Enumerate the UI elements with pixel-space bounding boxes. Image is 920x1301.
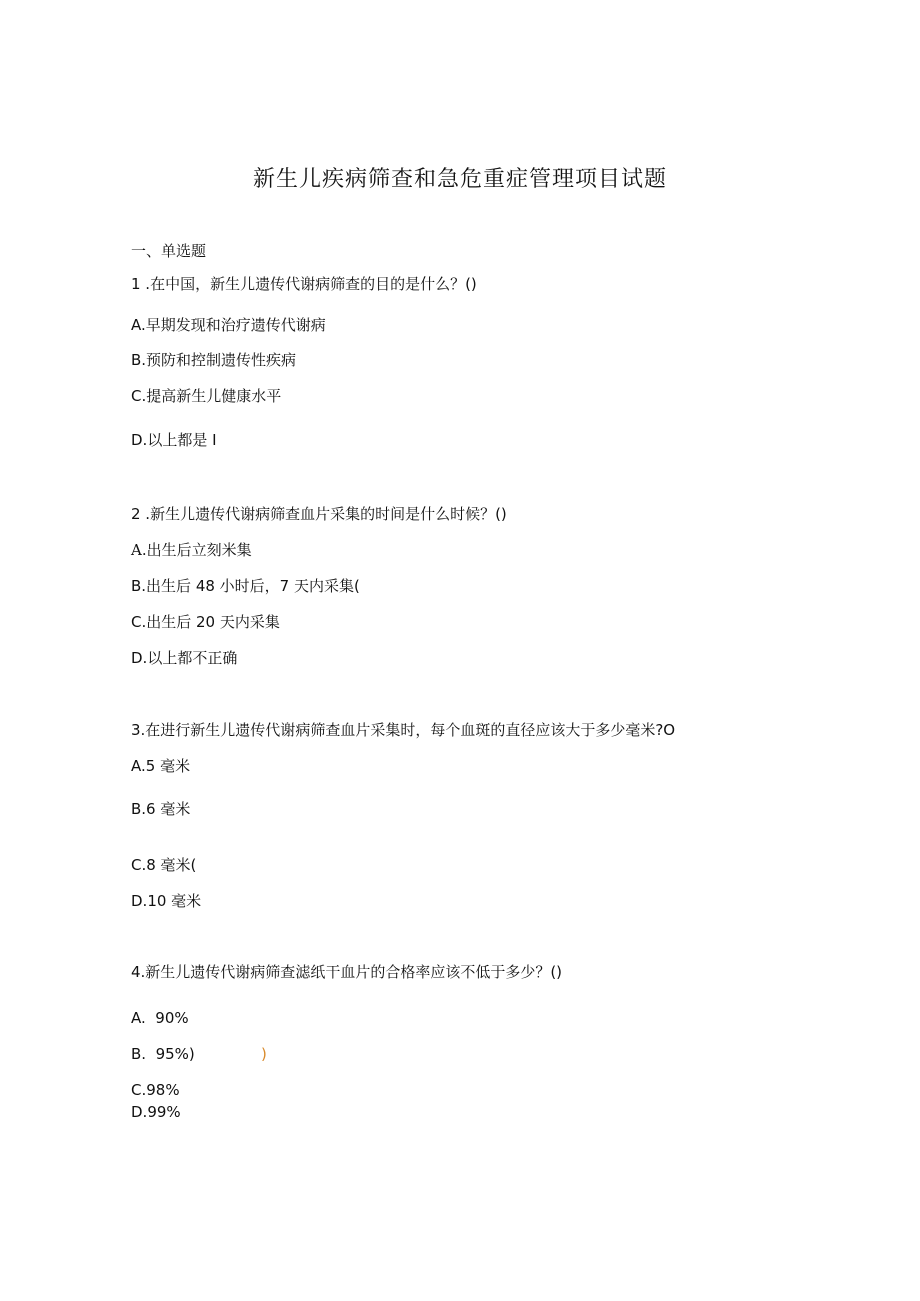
question-2-option-d: D.以上都不正确 — [131, 649, 238, 667]
question-4-option-b: B. 95%) — [131, 1045, 195, 1063]
question-3-option-a: A.5 毫米 — [131, 757, 191, 775]
question-3-option-b: B.6 毫米 — [131, 800, 191, 818]
question-1-option-d: D.以上都是 I — [131, 431, 217, 449]
question-3-option-d: D.10 毫米 — [131, 892, 202, 910]
question-1-stem: 1 .在中国，新生儿遗传代谢病筛查的目的是什么？() — [131, 275, 477, 293]
question-2-option-c: C.出生后 20 天内采集 — [131, 613, 280, 631]
question-4-option-a: A. 90% — [131, 1009, 189, 1027]
question-1-option-b: B.预防和控制遗传性疾病 — [131, 351, 297, 369]
question-1-option-a: A.早期发现和治疗遗传代谢病 — [131, 316, 326, 334]
question-1-option-c: C.提高新生儿健康水平 — [131, 387, 282, 405]
question-3-stem: 3.在进行新生儿遗传代谢病筛查血片采集时，每个血斑的直径应该大于多少毫米?O — [131, 721, 676, 739]
question-2-stem: 2 .新生儿遗传代谢病筛查血片采集的时间是什么时候？() — [131, 505, 507, 523]
answer-annotation-mark: ) — [261, 1045, 267, 1063]
question-2-option-b: B.出生后 48 小时后，7 天内采集( — [131, 577, 360, 595]
section-heading: 一、单选题 — [131, 242, 207, 260]
question-2-option-a: A.出生后立刻米集 — [131, 541, 252, 559]
document-title: 新生儿疾病筛查和急危重症管理项目试题 — [252, 167, 667, 192]
question-4-stem: 4.新生儿遗传代谢病筛查滤纸干血片的合格率应该不低于多少？() — [131, 963, 563, 981]
question-3-option-c: C.8 毫米( — [131, 856, 197, 874]
question-4-option-d: D.99% — [131, 1103, 181, 1121]
question-4-option-c: C.98% — [131, 1081, 180, 1099]
